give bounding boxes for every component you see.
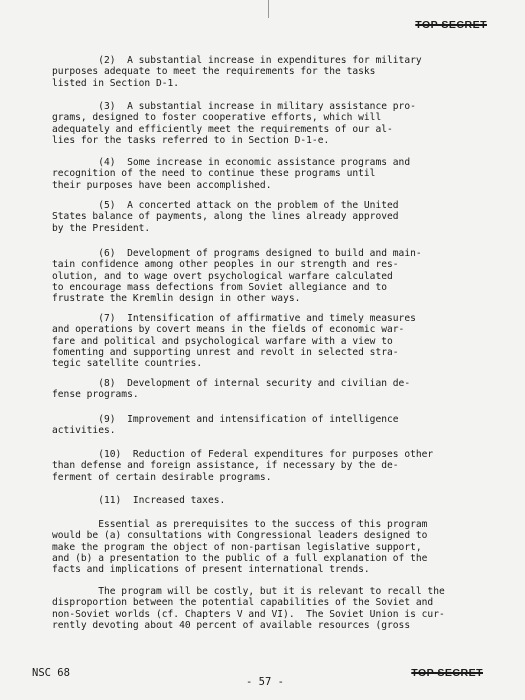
paragraph-item-7: (7) Intensification of affirmative and timely measures and operations by covert means in the fields of economic war- fare and political and psychological warfare with a view to fomenting and supporting unrest and revolt in selected stra- tegic satellite countries.	[52, 313, 416, 370]
paragraph-item-4: (4) Some increase in economic assistance programs and recognition of the need to continue these programs until their purposes have been accomplished.	[52, 157, 411, 191]
footer-classification: TOP SECRET	[411, 667, 483, 679]
footer-page-number: - 57 -	[246, 676, 284, 688]
paragraph-item-11: (11) Increased taxes.	[52, 495, 226, 506]
paragraph-item-9: (9) Improvement and intensification of intelligence activities.	[52, 414, 399, 437]
paragraph-program-cost: The program will be costly, but it is relevant to recall the disproportion between the potential capabilities of the Soviet and non-Soviet worlds (cf. Chapters V and VI). The Soviet Union is cur- rently devoting about 40 percent of available resources (gross	[52, 586, 445, 631]
paragraph-prerequisites: Essential as prerequisites to the success of this program would be (a) consultations with Congressional leaders designed to make the program the object of non-partisan legislative support, and (b) a presentation to the public of a full explanation of the facts and implications of present international trends.	[52, 519, 428, 576]
paragraph-item-5: (5) A concerted attack on the problem of the United States balance of payments, along the lines already approved by the President.	[52, 200, 399, 234]
paragraph-item-6: (6) Development of programs designed to build and main- tain confidence among other peoples in our strength and res- olution, and to wage overt psychological warfare calculated to encourage mass defections from Soviet allegiance and to frustrate the Kremlin design in other ways.	[52, 248, 422, 305]
scan-mark	[268, 0, 269, 18]
paragraph-item-3: (3) A substantial increase in military assistance pro- grams, designed to foster cooperative efforts, which will adequately and efficiently meet the requirements of our al- lies for the tasks referred to in Section D-1-e.	[52, 101, 416, 146]
paragraph-item-10: (10) Reduction of Federal expenditures for purposes other than defense and foreign assistance, if necessary by the de- ferment of certain desirable programs.	[52, 449, 434, 483]
paragraph-item-2: (2) A substantial increase in expenditures for military purposes adequate to meet the requirements for the tasks listed in Section D-1.	[52, 55, 422, 89]
footer-document-id: NSC 68	[32, 667, 70, 679]
paragraph-item-8: (8) Development of internal security and civilian de- fense programs.	[52, 378, 411, 401]
header-classification: TOP SECRET	[415, 19, 487, 31]
